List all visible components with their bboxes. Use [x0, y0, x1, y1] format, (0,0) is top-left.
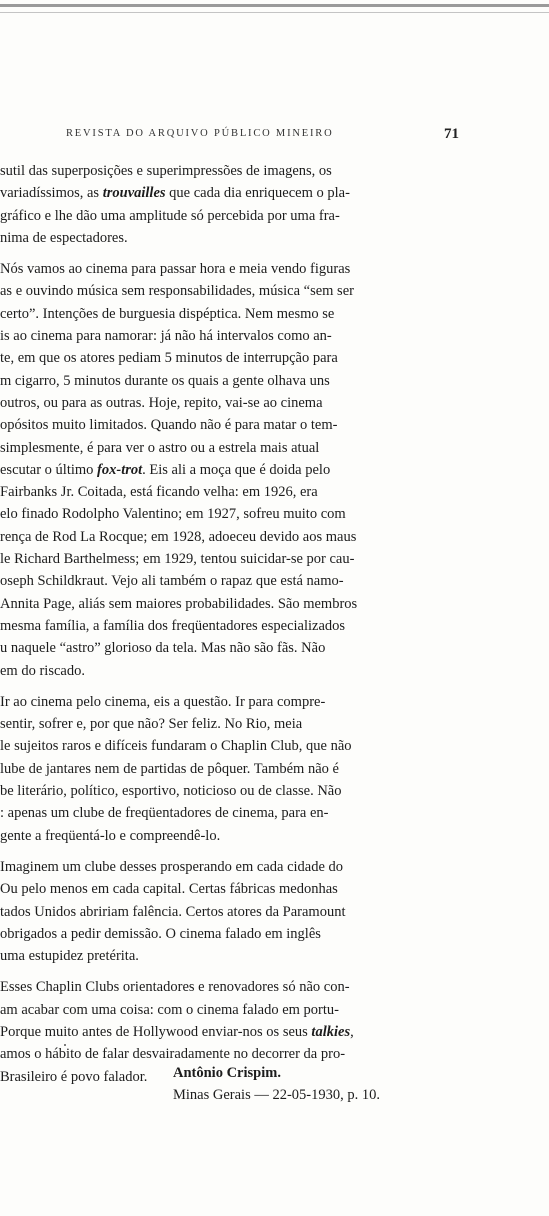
text-line: tados Unidos abririam falência. Certos atores da Paramount — [0, 903, 346, 920]
text-line: le sujeitos raros e difíceis fundaram o Chaplin Club, que não — [0, 738, 352, 755]
page-number: 71 — [444, 126, 459, 142]
text-line: variadíssimos, as trouvailles que cada dia enriquecem o pla- — [0, 185, 350, 202]
stray-mark — [64, 1044, 66, 1046]
text-line: gente a freqüentá-lo e compreendê-lo. — [0, 827, 221, 844]
text-line: Esses Chaplin Clubs orientadores e renovadores só não con- — [0, 979, 350, 996]
text-line: oseph Schildkraut. Vejo ali também o rapaz que está namo- — [0, 573, 344, 590]
text-line: elo finado Rodolpho Valentino; em 1927, sofreu muito com — [0, 506, 346, 523]
text-line: obrigados a pedir demissão. O cinema falado em inglês — [0, 925, 321, 942]
text-line: Nós vamos ao cinema para passar hora e meia vendo figuras — [0, 261, 351, 278]
paragraph — [0, 258, 510, 682]
text-line: : apenas um clube de freqüentadores de cinema, para en- — [0, 805, 329, 822]
text-line: te, em que os atores pediam 5 minutos de interrupção para — [0, 350, 338, 367]
text-line: amos o hábito de falar desvairadamente no decorrer da pro- — [0, 1046, 346, 1063]
text-line: le Richard Barthelmess; em 1929, tentou suicidar-se por cau- — [0, 551, 355, 568]
page-header — [66, 126, 459, 146]
text-line: be literário, político, esportivo, noticioso ou de classe. Não — [0, 783, 342, 800]
text-line: as e ouvindo música sem responsabilidades, música “sem ser — [0, 283, 354, 300]
author-name: Antônio Crispim. — [173, 1065, 281, 1081]
text-line: lube de jantares nem de partidas de pôquer. Também não é — [0, 760, 339, 777]
text-line: sentir, sofrer e, por que não? Ser feliz. No Rio, meia — [0, 716, 303, 733]
text-line: gráfico e lhe dão uma amplitude só percebida por uma fra- — [0, 207, 340, 224]
signature-block — [173, 1062, 380, 1107]
text-line: Fairbanks Jr. Coitada, está ficando velha: em 1926, era — [0, 484, 318, 501]
text-line: Ir ao cinema pelo cinema, eis a questão. Ir para compre- — [0, 693, 326, 710]
source-citation: Minas Gerais — 22-05-1930, p. 10. — [173, 1087, 381, 1104]
text-line: opósitos muito limitados. Quando não é para matar o tem- — [0, 417, 338, 434]
text-line: rença de Rod La Rocque; em 1928, adoeceu devido aos maus — [0, 528, 357, 545]
text-line: Annita Page, aliás sem maiores probabilidades. São membros — [0, 595, 358, 612]
text-line: simplesmente, é para ver o astro ou a estrela mais atual — [0, 439, 320, 456]
text-line: Porque muito antes de Hollywood enviar-nos os seus talkies, — [0, 1023, 354, 1040]
article-body — [0, 160, 510, 1088]
text-line: u naquele “astro” glorioso da tela. Mas não são fãs. Não — [0, 640, 326, 657]
text-line: outros, ou para as outras. Hoje, repito, vai-se ao cinema — [0, 394, 323, 411]
text-line: Ou pelo menos em cada capital. Certas fábricas medonhas — [0, 881, 338, 898]
text-line: Brasileiro é povo falador. — [0, 1068, 148, 1085]
text-line: certo”. Intenções de burguesia dispéptica. Nem mesmo se — [0, 305, 335, 322]
top-border-rule-thin — [0, 12, 549, 13]
text-line: escutar o último fox-trot. Eis ali a moça que é doida pelo — [0, 461, 331, 478]
text-line: uma estupidez pretérita. — [0, 948, 139, 965]
paragraph — [0, 691, 510, 847]
text-line: is ao cinema para namorar: já não há intervalos como an- — [0, 328, 332, 345]
top-border-rule — [0, 4, 549, 7]
text-line: mesma família, a família dos freqüentadores especializados — [0, 617, 346, 634]
text-line: am acabar com uma coisa: com o cinema falado em portu- — [0, 1001, 339, 1018]
paragraph — [0, 160, 510, 249]
text-line: sutil das superposições e superimpressões de imagens, os — [0, 163, 332, 179]
running-head: REVISTA DO ARQUIVO PÚBLICO MINEIRO — [66, 128, 334, 139]
text-line: nima de espectadores. — [0, 229, 128, 246]
paragraph — [0, 856, 510, 967]
text-line: Imaginem um clube desses prosperando em cada cidade do — [0, 858, 344, 875]
text-line: em do riscado. — [0, 662, 85, 679]
text-line: m cigarro, 5 minutos durante os quais a gente olhava uns — [0, 372, 330, 389]
